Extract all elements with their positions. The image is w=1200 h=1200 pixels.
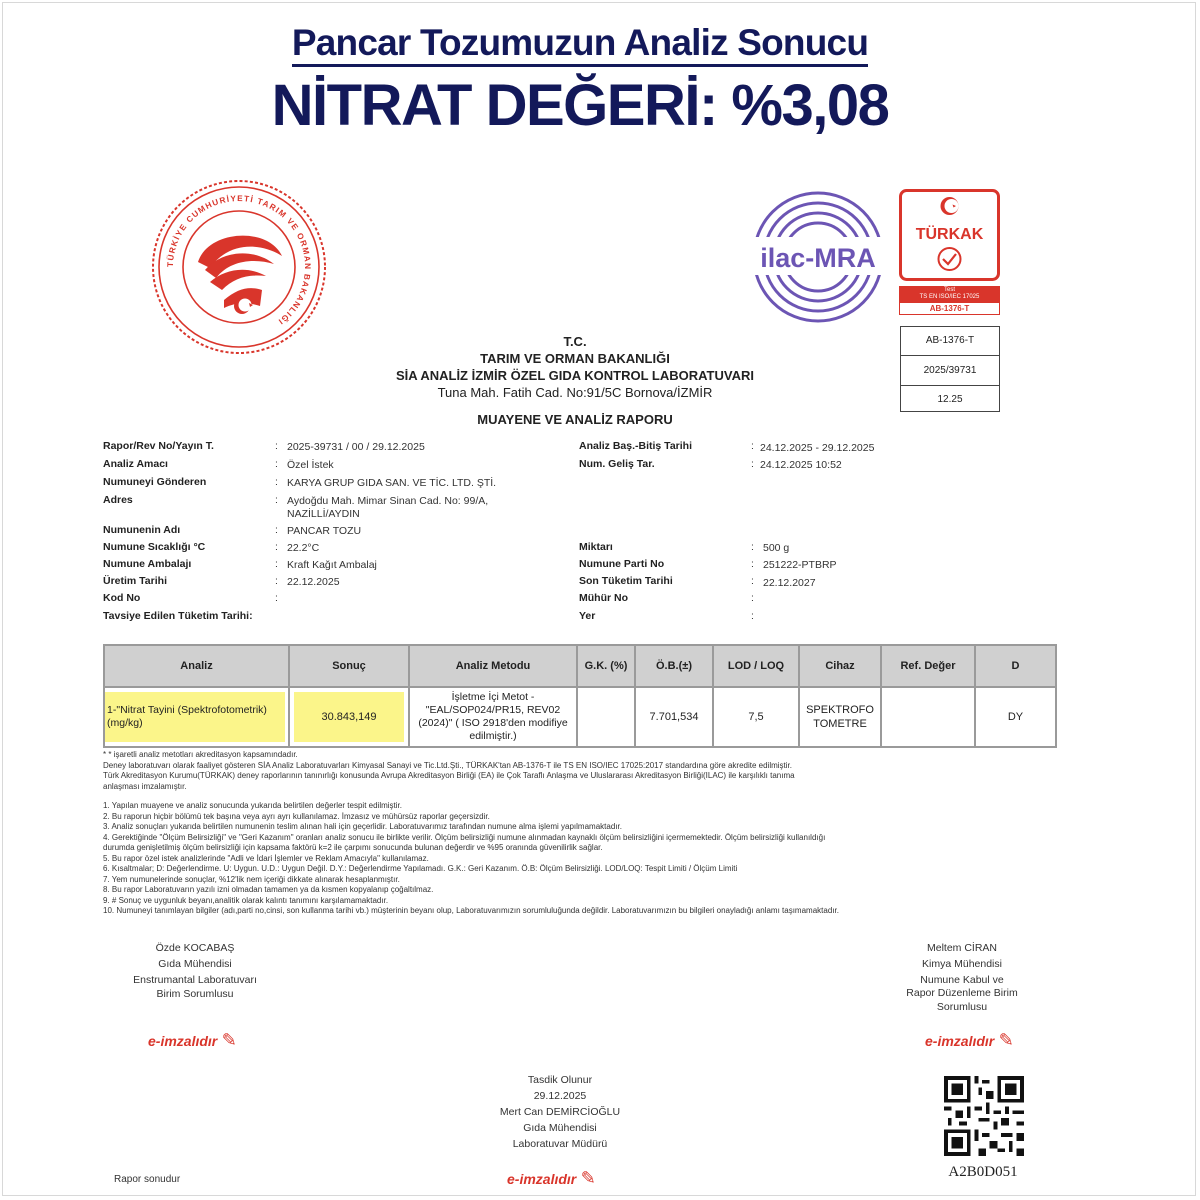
field-value: 22.12.2027 [763, 577, 816, 589]
signer-name: Mert Can DEMİRCİOĞLU [499, 1106, 621, 1118]
field-value: PANCAR TOZU [287, 525, 362, 537]
accreditation-code: AB-1376-T [901, 327, 999, 356]
cell-lod-loq: 7,5 [713, 687, 799, 747]
svg-text:TÜRKAK: TÜRKAK [915, 226, 984, 243]
table-row [104, 687, 1056, 747]
headline-nitrate-value: NİTRAT DEĞERİ: %3,08 [271, 73, 889, 138]
cell-result: 30.843,149 [294, 692, 404, 742]
field-label: Numune Ambalajı [103, 558, 192, 570]
signer-title: Kimya Mühendisi [922, 958, 1002, 970]
e-signature-center [507, 1168, 596, 1189]
e-signature-label: e-imzalıdır [507, 1171, 577, 1187]
header-lab-name: SİA ANALİZ İZMİR ÖZEL GIDA KONTROL LABORATUVARI [396, 368, 754, 383]
e-signature-right [925, 1030, 1014, 1051]
pen-icon: ✎ [580, 1168, 596, 1188]
field-label: Num. Geliş Tar. [579, 458, 655, 470]
pen-icon: ✎ [998, 1030, 1014, 1050]
field-value: 24.12.2025 - 29.12.2025 [760, 442, 875, 454]
turkak-logo [899, 189, 1000, 322]
report-code-box [900, 326, 1000, 412]
signature-center [455, 1072, 665, 1152]
field-label: Tavsiye Edilen Tüketim Tarihi: [103, 610, 253, 622]
signer-title: Gıda Mühendisi [158, 958, 232, 970]
field-label: Son Tüketim Tarihi [579, 575, 673, 587]
field-value: 22.12.2025 [287, 576, 340, 588]
column-header: Cihaz [799, 645, 881, 687]
qr-code-label: A2B0D051 [948, 1164, 1018, 1180]
results-table [103, 644, 1057, 748]
column-header: Sonuç [289, 645, 409, 687]
field-value: Aydoğdu Mah. Mimar Sinan Cad. No: 99/A, [287, 495, 489, 507]
field-value: 251222-PTBRP [763, 559, 837, 571]
signer-name: Özde KOCABAŞ [155, 942, 235, 954]
column-header: Ö.B.(±) [635, 645, 713, 687]
field-value: 22.2°C [287, 542, 320, 554]
e-signature-left [148, 1030, 237, 1051]
signer-dept: Rapor Düzenleme Birim [906, 987, 1018, 999]
field-value: NAZİLLİ/AYDIN [287, 508, 360, 520]
field-value: 2025-39731 / 00 / 29.12.2025 [287, 441, 425, 453]
turkak-test-label: Test [943, 287, 955, 293]
qr-code-icon[interactable] [944, 1076, 1024, 1156]
field-value: Özel İstek [287, 459, 334, 471]
column-header: Ref. Değer [881, 645, 975, 687]
field-label: Numuneyi Gönderen [103, 476, 207, 488]
cell-evaluation: DY [975, 687, 1056, 747]
note-line: 1. Yapılan muayene ve analiz sonucunda yukarıda belirtilen değerler tespit edilmiştir. [103, 801, 402, 810]
field-label: Numunenin Adı [103, 524, 181, 536]
turkak-code: AB-1376-T [899, 302, 1000, 315]
field-label: Miktarı [579, 541, 613, 553]
signer-title: Gıda Mühendisi [523, 1122, 597, 1134]
note-line: 8. Bu rapor Laboratuvarın yazılı izni olmadan tamamen ya da kısmen kopyalanıp çoğaltılmaz. [103, 885, 434, 894]
field-label: Üretim Tarihi [103, 575, 167, 587]
signer-dept: Enstrumantal Laboratuvarı [133, 974, 257, 986]
cell-device: SPEKTROFO TOMETRE [799, 687, 881, 747]
column-header: LOD / LOQ [713, 645, 799, 687]
signer-name: Meltem CİRAN [926, 942, 997, 954]
ilac-mra-logo-icon [748, 187, 888, 327]
headline-title: Pancar Tozumuzun Analiz Sonucu [0, 22, 1160, 64]
note-line: 5. Bu rapor özel istek analizlerinde "Adli ve İdari İşlemler ve Reklam Amacıyla" kullanılamaz. [103, 853, 429, 863]
note-line: 4. Gerektiğinde "Ölçüm Belirsizliği" ve "Geri Kazanım" oranları analiz sonucu ile birlikte verilir. Ölçüm belirsizliği numune alınmadan kaynaklı ölçüm belirsizliğini içermemektedir. Ölçüm belirsizliği kullanıldığı [103, 832, 826, 842]
signer-role: Sorumlusu [936, 1001, 988, 1013]
report-title: MUAYENE VE ANALİZ RAPORU [477, 412, 673, 427]
header-tc: T.C. [563, 334, 587, 349]
note-line: durumda genişletilmiş ölçüm belirsizliği için kapsama faktörü k=2 ile çarpımı sonucunda bulunan değerdir ve %95 oranında güvenilirlik sağlar. [103, 843, 603, 852]
approval-label: Tasdik Olunur [527, 1074, 593, 1086]
field-label: Numune Parti No [579, 558, 665, 570]
signer-dept: Numune Kabul ve [920, 974, 1004, 986]
note-line: 3. Analiz sonuçları yukarıda belirtilen numunenin teslim alınan hali için geçerlidir. Laboratuvarımız tarafından numune alma işlemi yapılmamaktadır. [103, 822, 622, 831]
field-label: Kod No [103, 592, 141, 604]
field-label: Rapor/Rev No/Yayın T. [103, 440, 214, 452]
approval-date: 29.12.2025 [533, 1090, 587, 1102]
cell-uncertainty: 7.701,534 [635, 687, 713, 747]
note-line: Deney laboratuvarı olarak faaliyet gösteren SİA Analiz Laboratuvarları Kimyasal Sanayi ve Tic.Ltd.Şti., TÜRKAK'tan AB-1376-T ile TS EN ISO/IEC 17025:2017 standardına göre akredite edilmiştir. [103, 760, 792, 770]
date-code: 12.25 [937, 394, 963, 405]
column-header: Analiz Metodu [409, 645, 577, 687]
column-header: Analiz [104, 645, 289, 687]
field-value: 500 g [763, 542, 790, 554]
field-label: Adres [103, 494, 133, 506]
signature-right [862, 940, 1062, 1015]
note-line: Türk Akreditasyon Kurumu(TÜRKAK) deney raporlarının tanınırlığı konusunda Avrupa Akreditasyon Birliği (EA) ile Çok Taraflı Anlaşma ve Uluslararası Akreditasyon Birliği(ILAC) ile karşılıklı tanıma [103, 771, 795, 780]
note-line: 10. Numuneyi tanımlayan bilgiler (adı,parti no,cinsi, son kullanma tarihi vb.) müşterinin beyanı olup, Laboratuvarımızın sorumluluğunda değildir. Laboratuvarımızın bu bilgileri onayladığı anlamı taşımamaktadır. [103, 906, 839, 915]
cell-recovery [577, 687, 635, 747]
report-end-text: Rapor sonudur [114, 1174, 181, 1185]
e-signature-label: e-imzalıdır [925, 1033, 995, 1049]
cell-method: İşletme İçi Metot - "EAL/SOP024/PR15, REV02 (2024)" ( ISO 2918'den modifiye edilmiştir.) [409, 687, 577, 747]
field-label: Analiz Baş.-Bitiş Tarihi [579, 440, 692, 452]
field-value: Kraft Kağıt Ambalaj [287, 559, 377, 571]
table-header-row [104, 645, 1056, 687]
note-line: 6. Kısaltmalar; D: Değerlendirme. U: Uygun. U.D.: Uygun Değil. D.Y.: Değerlendirme Yapılamadı. G.K.: Geri Kazanım. Ö.B: Ölçüm Belirsizliği. LOD/LOQ: Tespit Limiti / Ölçüm Limiti [103, 864, 738, 873]
field-value: KARYA GRUP GIDA SAN. VE TİC. LTD. ŞTİ. [287, 477, 497, 489]
note-line: 7. Yem numunelerinde sonuçlar, %12'lik nem içeriği dikkate alınarak hesaplanmıştır. [103, 874, 400, 884]
note-line: anlaşması imzalamıştır. [103, 781, 187, 791]
cell-analysis: 1-"Nitrat Tayini (Spektrofotometrik) (mg/kg) [105, 692, 285, 742]
svg-text:ilac-MRA: ilac-MRA [760, 243, 876, 273]
signer-role: Laboratuvar Müdürü [512, 1138, 608, 1150]
turkak-standard: TS EN ISO/IEC 17025 [919, 294, 980, 300]
note-line: 2. Bu raporun hiçbir bölümü tek başına veya ayrı ayrı kullanılamaz. İmzasız ve mühürsüz raporlar geçersizdir. [103, 811, 490, 821]
column-header: G.K. (%) [577, 645, 635, 687]
note-line: 9. # Sonuç ve uygunluk beyanı,analitik olarak kalıntı tanımını karşılamamaktadır. [103, 895, 389, 905]
turkak-badge-icon [899, 189, 1000, 281]
ministry-seal-icon [150, 178, 328, 356]
cell-reference [881, 687, 975, 747]
field-label: Analiz Amacı [103, 458, 168, 470]
svg-text:TÜRKİYE CUMHURİYETİ TARIM VE O: TÜRKİYE CUMHURİYETİ TARIM VE ORMAN BAKANLIĞI [165, 193, 313, 327]
header-ministry: TARIM VE ORMAN BAKANLIĞI [480, 351, 670, 366]
field-label: Mühür No [579, 592, 628, 604]
field-label: Numune Sıcaklığı °C [103, 541, 206, 553]
signature-left [90, 940, 300, 1002]
pen-icon: ✎ [221, 1030, 237, 1050]
accreditation-notes [103, 750, 795, 792]
numbered-notes [103, 801, 839, 917]
field-label: Yer [579, 610, 596, 622]
field-value: 24.12.2025 10:52 [760, 459, 842, 471]
signer-role: Birim Sorumlusu [156, 988, 234, 1000]
header-address: Tuna Mah. Fatih Cad. No:91/5C Bornova/İZMİR [437, 385, 713, 400]
note-line: * * işaretli analiz metotları akreditasyon kapsamındadır. [103, 750, 298, 759]
column-header: D [975, 645, 1056, 687]
report-number-code: 2025/39731 [901, 356, 999, 386]
e-signature-label: e-imzalıdır [148, 1033, 218, 1049]
